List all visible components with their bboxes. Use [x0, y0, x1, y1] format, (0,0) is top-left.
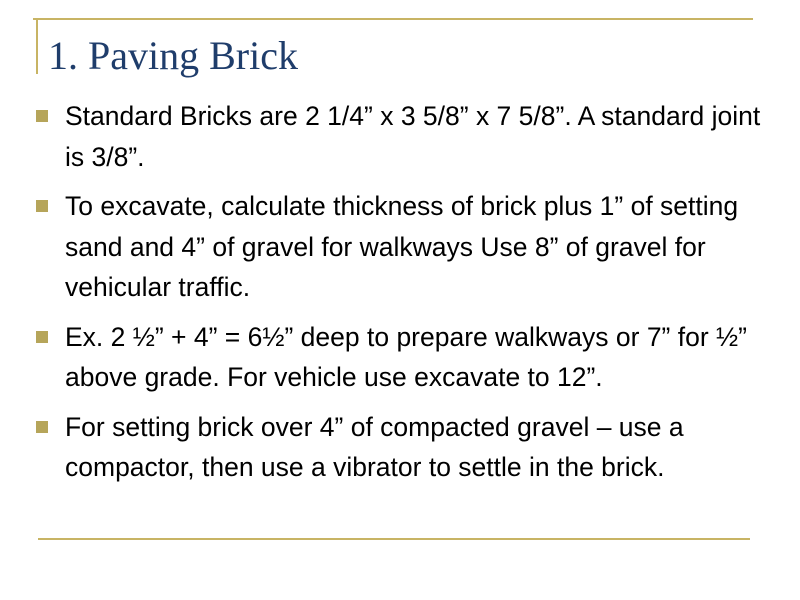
bullet-list	[36, 96, 766, 497]
top-rule-line	[33, 18, 753, 20]
bullet-text: For setting brick over 4” of compacted gravel – use a compactor, then use a vibrator to settle in the brick.	[65, 411, 684, 482]
bullet-text: To excavate, calculate thickness of brick plus 1” of setting sand and 4” of gravel for walkways Use 8” of gravel for vehicular traffic.	[65, 191, 739, 302]
bullet-item	[36, 317, 766, 398]
bullet-item	[36, 186, 766, 308]
square-bullet-icon	[36, 110, 48, 122]
square-bullet-icon	[36, 421, 48, 433]
bullet-item	[36, 96, 766, 177]
slide-title: 1. Paving Brick	[48, 33, 298, 78]
bottom-rule-line	[38, 538, 750, 540]
bullet-text: Ex. 2 ½” + 4” = 6½” deep to prepare walkways or 7” for ½” above grade. For vehicle use excavate to 12”.	[65, 321, 747, 392]
left-rule-line	[36, 18, 38, 74]
bullet-item	[36, 407, 766, 488]
bullet-text: Standard Bricks are 2 1/4” x 3 5/8” x 7 5/8”. A standard joint is 3/8”.	[65, 101, 761, 172]
square-bullet-icon	[36, 200, 48, 212]
square-bullet-icon	[36, 331, 48, 343]
